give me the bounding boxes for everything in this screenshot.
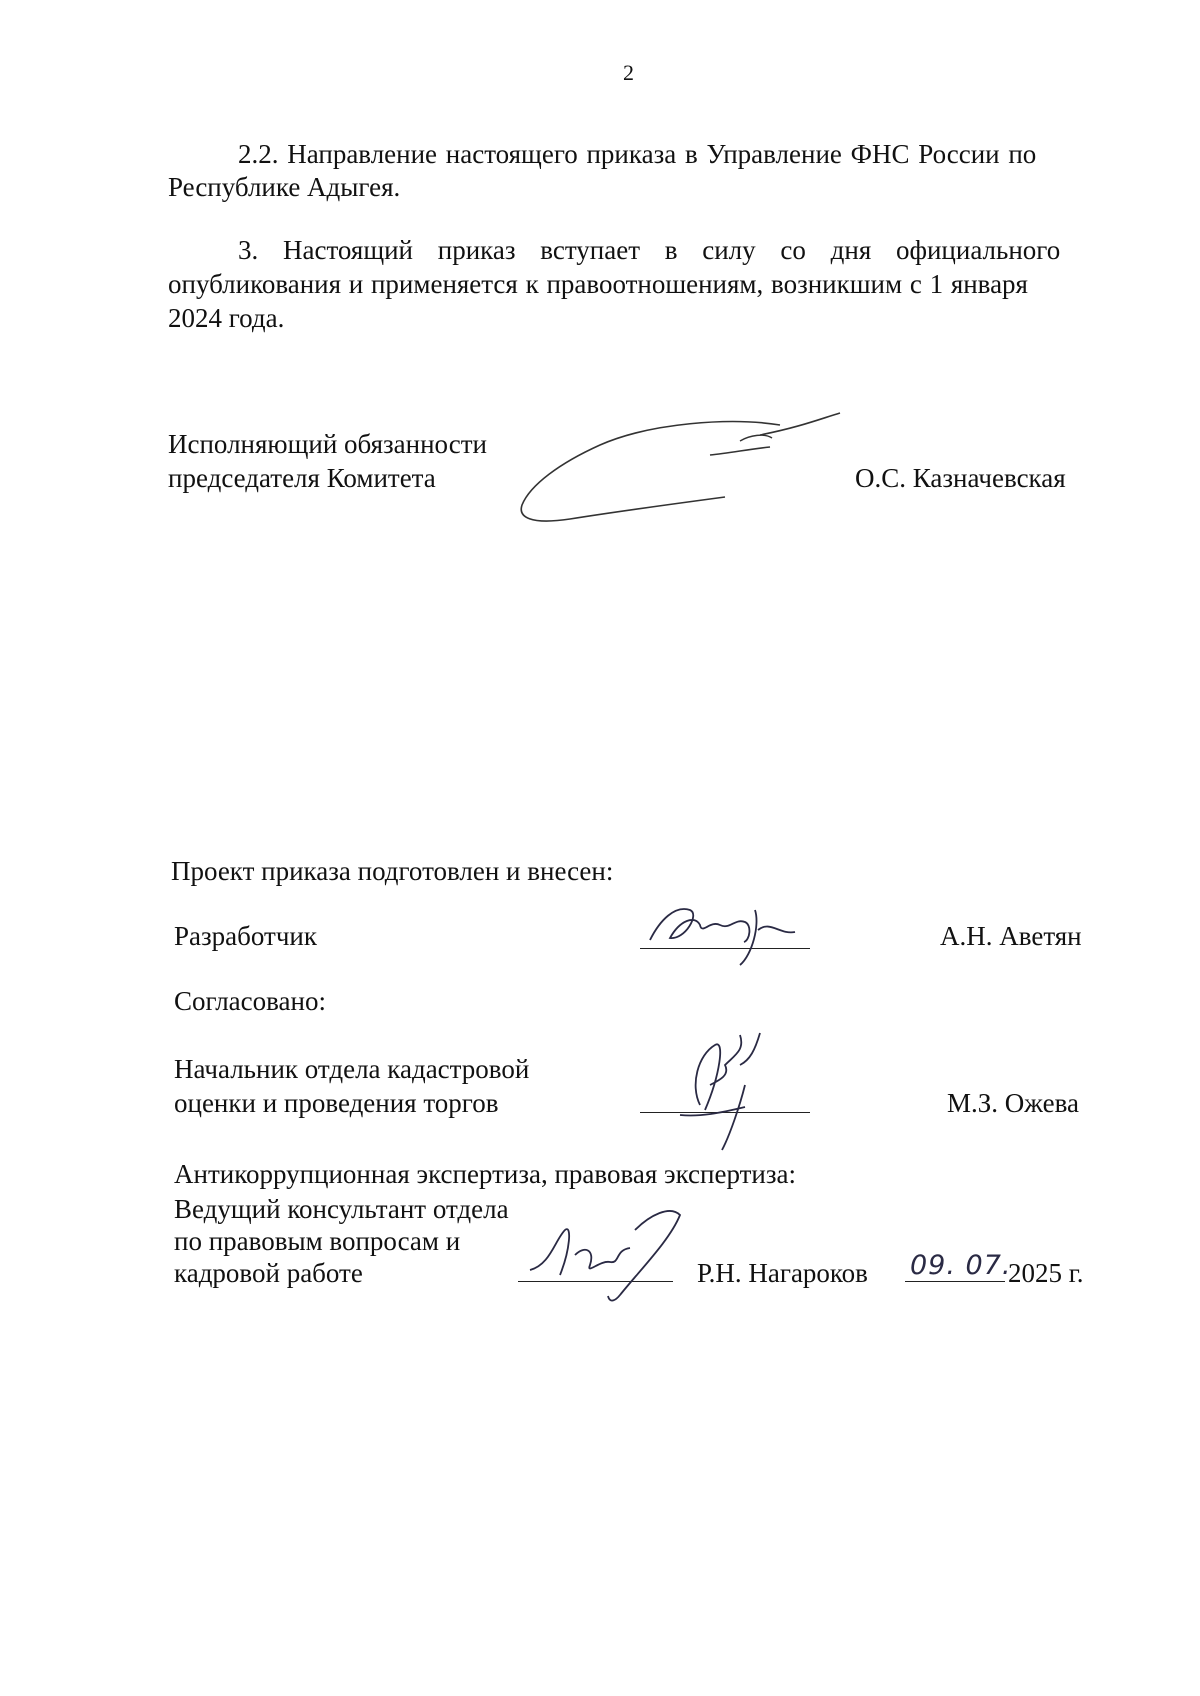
- date-year: 2025 г.: [1008, 1258, 1084, 1288]
- prepared-signature-image: [640, 880, 820, 970]
- expertise-heading: Антикоррупционная экспертиза, правовая экспертиза:: [174, 1159, 797, 1189]
- paragraph-3-line-3: 2024 года.: [168, 303, 285, 333]
- expertise-role-line-1: Ведущий консультант отдела: [174, 1194, 509, 1224]
- expertise-role-line-2: по правовым вопросам и: [174, 1226, 461, 1256]
- paragraph-3-line-1: 3. Настоящий приказ вступает в силу со дня официального: [238, 235, 1061, 265]
- expertise-name: Р.Н. Нагароков: [697, 1258, 868, 1288]
- prepared-name: А.Н. Аветян: [940, 921, 1082, 951]
- page-number: 2: [623, 60, 634, 85]
- signatory-name: О.С. Казначевская: [855, 463, 1066, 493]
- agreed-role-line-2: оценки и проведения торгов: [174, 1088, 499, 1118]
- handwritten-date: 09. 07.: [910, 1250, 1012, 1281]
- expertise-signature-image: [520, 1200, 690, 1310]
- prepared-role: Разработчик: [174, 921, 317, 951]
- signatory-position-line-1: Исполняющий обязанности: [168, 429, 487, 459]
- paragraph-2-2-line-1: 2.2. Направление настоящего приказа в Управление ФНС России по: [238, 139, 1037, 169]
- agreed-role-line-1: Начальник отдела кадастровой: [174, 1054, 530, 1084]
- agreed-signature-image: [660, 1025, 790, 1155]
- signatory-position-line-2: председателя Комитета: [168, 463, 436, 493]
- expertise-role-line-3: кадровой работе: [174, 1258, 363, 1288]
- paragraph-2-2-line-2: Республике Адыгея.: [168, 172, 401, 202]
- main-signature-image: [510, 405, 850, 535]
- date-underline: [905, 1281, 1005, 1282]
- paragraph-3-line-2: опубликования и применяется к правоотношениям, возникшим с 1 января: [168, 269, 1028, 299]
- agreed-name: М.З. Ожева: [947, 1088, 1079, 1118]
- prepared-heading: Проект приказа подготовлен и внесен:: [171, 856, 614, 886]
- agreed-heading: Согласовано:: [174, 986, 326, 1016]
